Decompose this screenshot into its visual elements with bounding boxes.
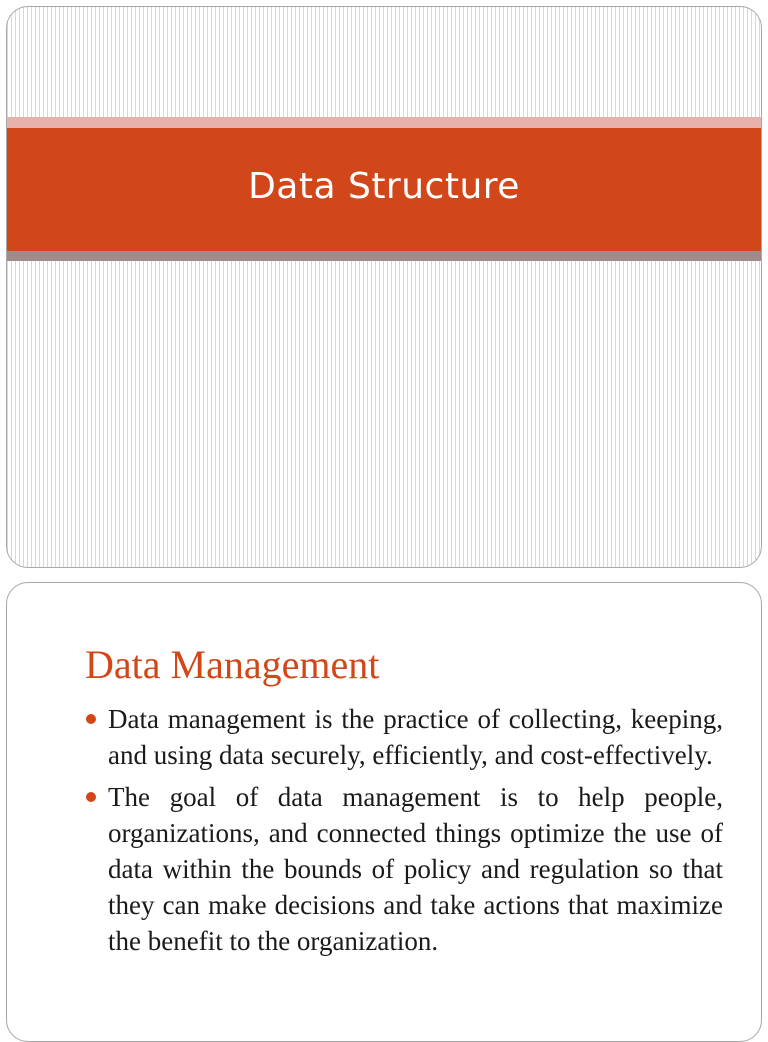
bullet-text: Data management is the practice of collecting, keeping, and using data securely, efficiently, and cost-effectively. <box>108 704 723 770</box>
slide-title: Data Structure <box>248 166 520 207</box>
title-band <box>7 128 761 251</box>
bullet-dot-icon <box>86 714 96 724</box>
title-band-top-stripe <box>7 117 761 128</box>
slide-heading: Data Management <box>85 642 380 687</box>
content-slide <box>6 582 762 1042</box>
bullet-list <box>85 701 723 965</box>
bullet-text: The goal of data management is to help people, organizations, and connected things optimize the use of data within the bounds of policy and regulation so that they can make decisions and take actions that maximize the benefit to the organization. <box>108 782 723 956</box>
bullet-dot-icon <box>86 792 96 802</box>
title-band-bottom-stripe <box>7 251 761 261</box>
bullet-item <box>85 779 723 959</box>
bullet-item <box>85 701 723 773</box>
title-slide <box>6 6 762 568</box>
